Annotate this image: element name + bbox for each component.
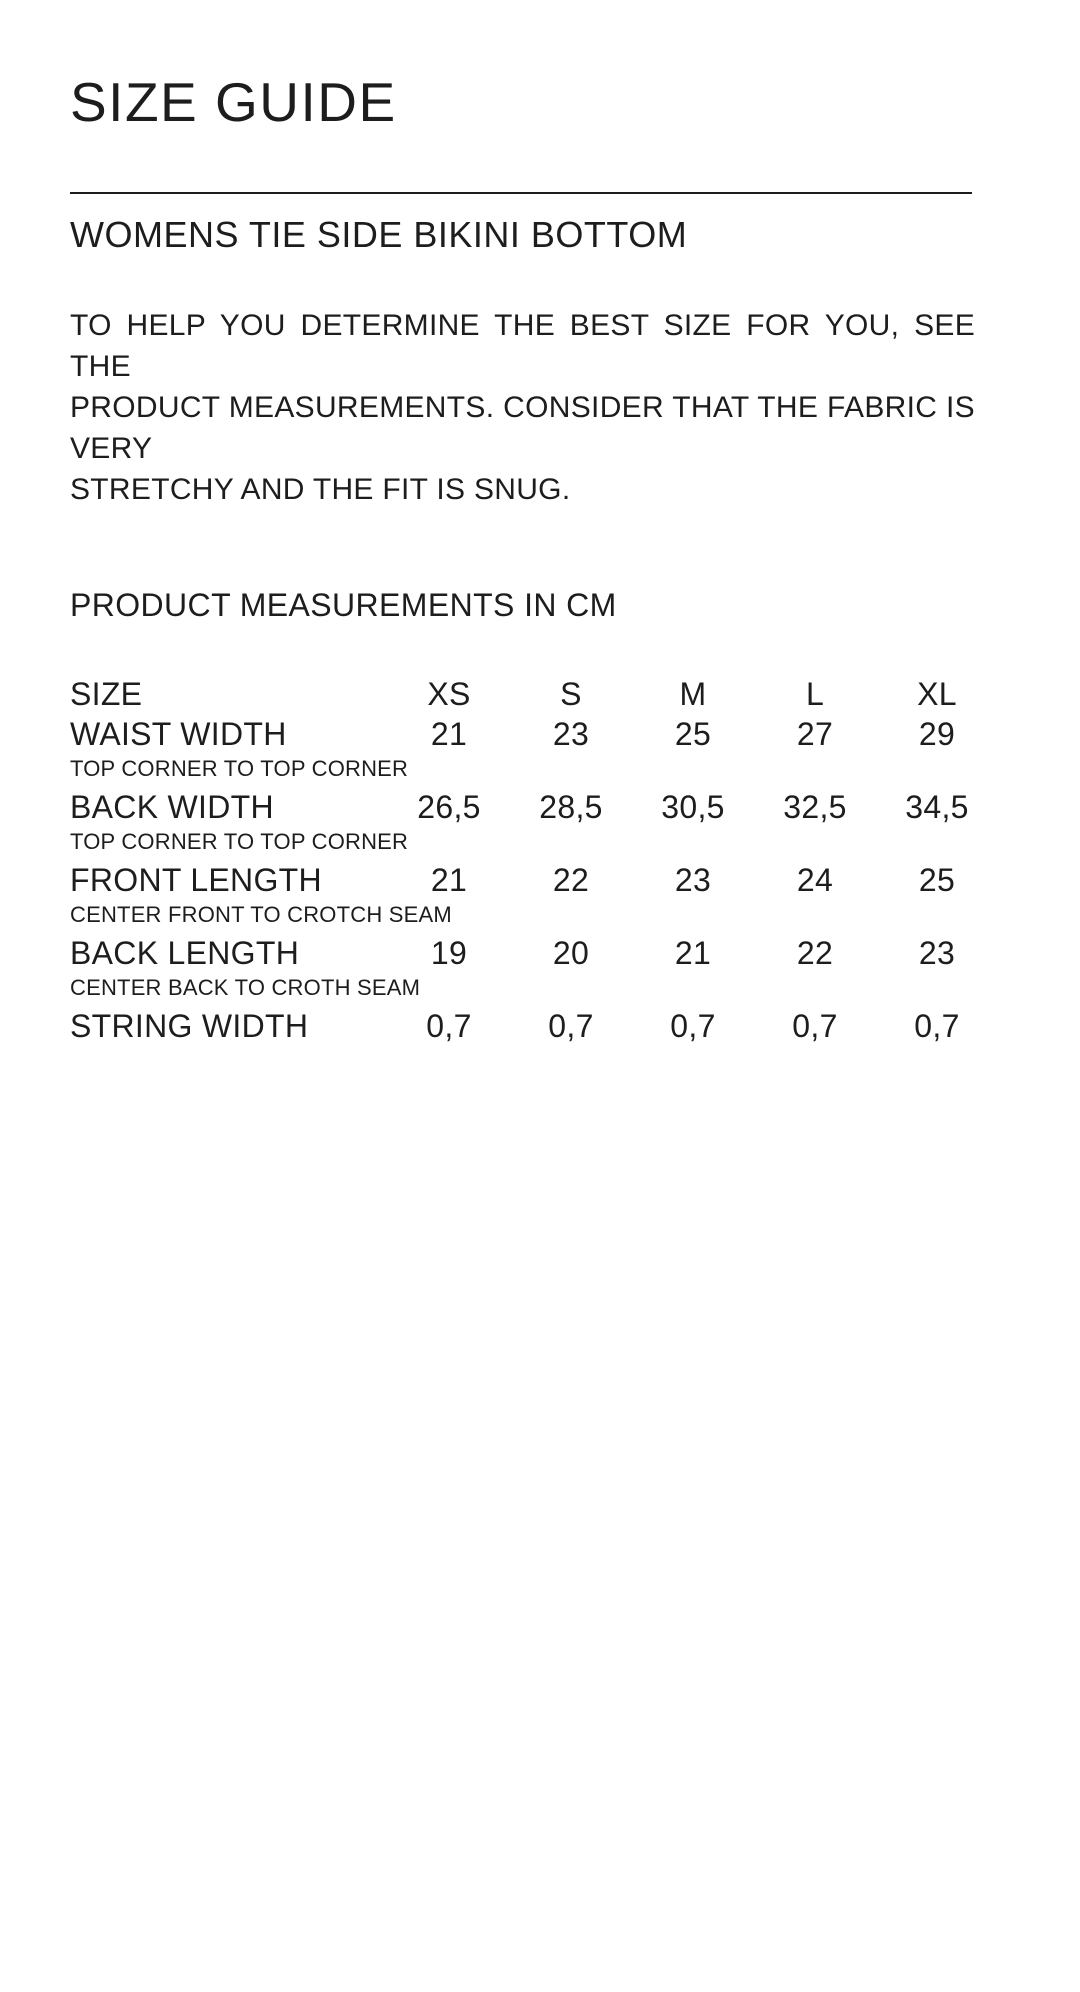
cell-value: 30,5 <box>661 789 725 825</box>
row-label-group <box>70 1007 388 1045</box>
row-label-group <box>70 715 409 781</box>
cell-value: 21 <box>674 935 712 971</box>
row-label: BACK WIDTH <box>70 789 274 825</box>
intro-paragraph <box>70 305 975 510</box>
row-label-group <box>70 934 421 1000</box>
row-sublabel: TOP CORNER TO TOP CORNER <box>70 756 409 781</box>
size-col-header: S <box>560 676 582 712</box>
size-col-header: L <box>805 676 825 712</box>
cell-value: 0,7 <box>670 1008 716 1044</box>
cell-value: 0,7 <box>792 1008 838 1044</box>
row-sublabel: CENTER BACK TO CROTH SEAM <box>70 975 421 1000</box>
table-row-back-width <box>70 788 998 854</box>
table-row-front-length <box>70 861 998 927</box>
cell-value: 22 <box>552 862 590 898</box>
cell-value: 28,5 <box>539 789 603 825</box>
size-header-label: SIZE <box>70 676 143 712</box>
table-row-back-length <box>70 934 998 1000</box>
cell-value: 25 <box>918 862 956 898</box>
cell-value: 26,5 <box>417 789 481 825</box>
product-name: WOMENS TIE SIDE BIKINI BOTTOM <box>70 214 688 255</box>
cell-value: 19 <box>430 935 468 971</box>
measurements-heading: PRODUCT MEASUREMENTS IN CM <box>70 587 617 623</box>
measurements-table <box>70 675 998 1045</box>
size-guide-page <box>0 72 1080 1992</box>
cell-value: 34,5 <box>905 789 969 825</box>
cell-value: 23 <box>918 935 956 971</box>
table-row-string-width <box>70 1007 998 1045</box>
row-label: FRONT LENGTH <box>70 862 322 898</box>
cell-value: 24 <box>796 862 834 898</box>
intro-line: TO HELP YOU DETERMINE THE BEST SIZE FOR YOU, SEE THE <box>70 309 975 383</box>
table-row-waist-width <box>70 715 998 781</box>
page-title: SIZE GUIDE <box>70 71 397 133</box>
cell-value: 20 <box>552 935 590 971</box>
row-sublabel: TOP CORNER TO TOP CORNER <box>70 829 409 854</box>
cell-value: 23 <box>674 862 712 898</box>
cell-value: 21 <box>430 862 468 898</box>
size-col-header: M <box>679 676 707 712</box>
cell-value: 0,7 <box>426 1008 472 1044</box>
cell-value: 21 <box>430 716 468 752</box>
row-sublabel: CENTER FRONT TO CROTCH SEAM <box>70 902 452 927</box>
intro-line: STRETCHY AND THE FIT IS SNUG. <box>70 473 571 506</box>
cell-value: 29 <box>918 716 956 752</box>
cell-value: 25 <box>674 716 712 752</box>
cell-value: 0,7 <box>914 1008 960 1044</box>
row-label: STRING WIDTH <box>70 1008 309 1044</box>
cell-value: 32,5 <box>783 789 847 825</box>
row-label: BACK LENGTH <box>70 935 300 971</box>
size-header-row <box>70 675 998 713</box>
cell-value: 23 <box>552 716 590 752</box>
size-col-header: XL <box>917 676 957 712</box>
cell-value: 22 <box>796 935 834 971</box>
row-label-group <box>70 788 409 854</box>
divider <box>70 192 972 194</box>
size-col-header: XS <box>427 676 471 712</box>
row-label: WAIST WIDTH <box>70 716 287 752</box>
cell-value: 0,7 <box>548 1008 594 1044</box>
intro-line: PRODUCT MEASUREMENTS. CONSIDER THAT THE FABRIC IS VERY <box>70 391 975 465</box>
cell-value: 27 <box>796 716 834 752</box>
